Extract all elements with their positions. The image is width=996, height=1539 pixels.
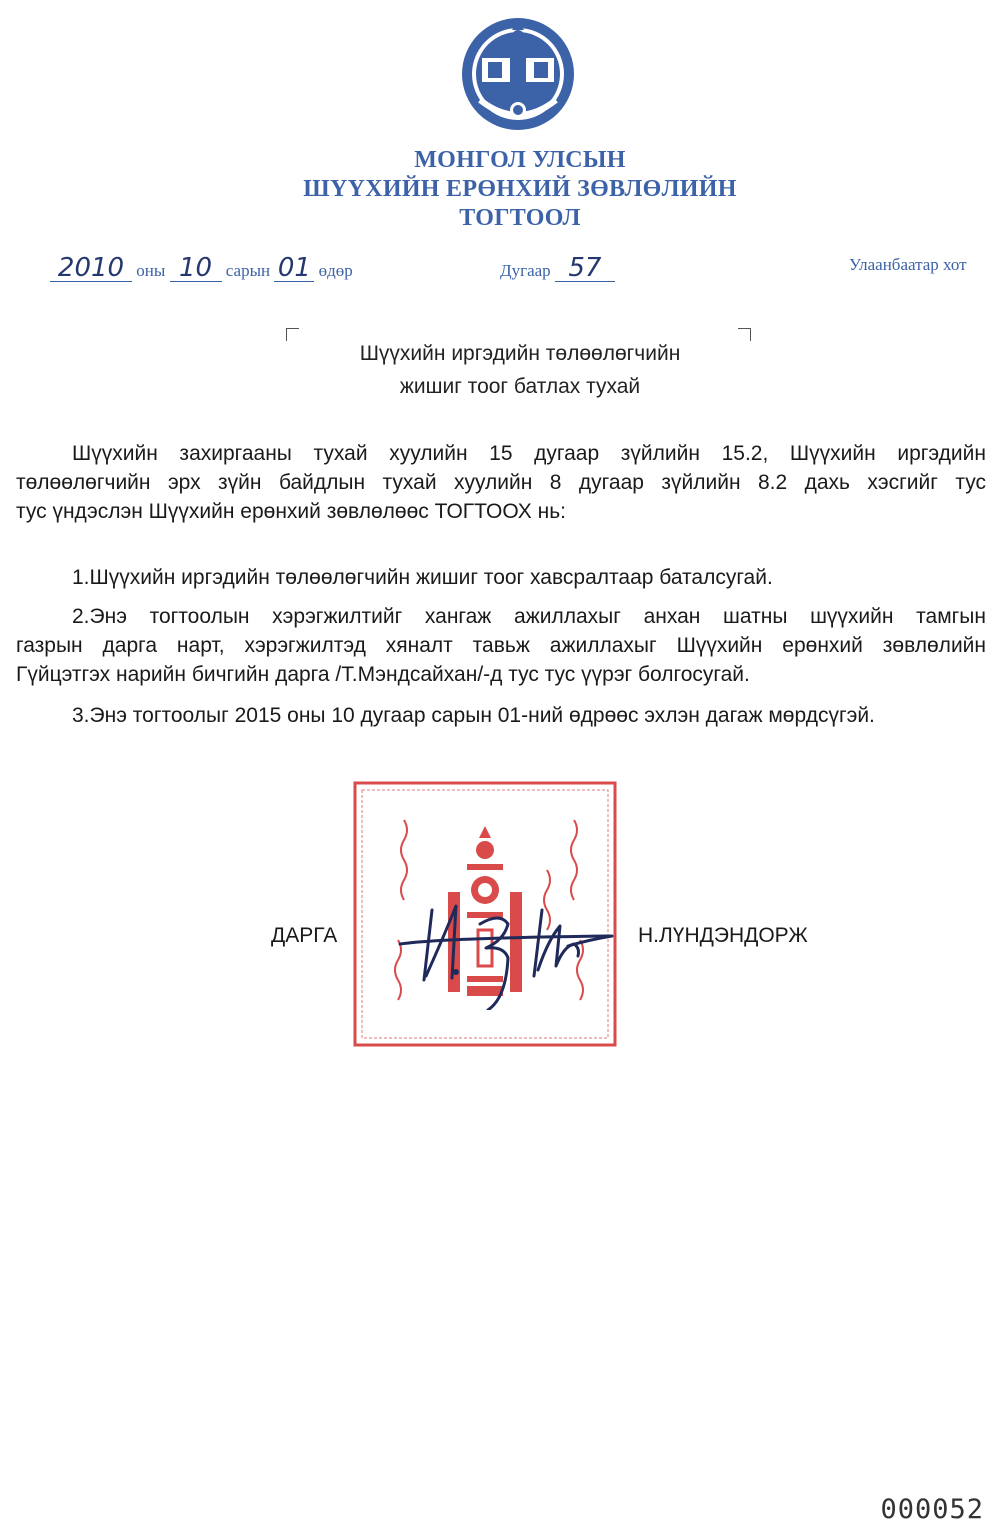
number-line xyxy=(500,255,615,282)
item-3: 3.Энэ тогтоолыг 2015 оны 10 дугаар сарын 01-ний өдрөөс эхлэн дагаж мөрдсүгэй. xyxy=(72,704,875,727)
item-2-line-2: газрын дарга нарт, хэрэгжилтэд хяналт тавьж ажиллахыг Шүүхийн ерөнхий зөвлөлийн xyxy=(16,634,986,657)
subject-corner-right xyxy=(738,328,751,341)
header-line-3: ТОГТООЛ xyxy=(459,205,581,231)
handwritten-signature xyxy=(392,890,620,1010)
subject-line-1: Шүүхийн иргэдийн төлөөлөгчийн xyxy=(359,342,681,365)
year-suffix: оны xyxy=(136,261,166,280)
signer-title: ДАРГА xyxy=(271,924,338,947)
item-2-line-3: Гүйцэтгэх нарийн бичгийн дарга /Т.Мэндсайхан/-д тус тус үүрэг болгосугай. xyxy=(16,663,750,686)
item-1: 1.Шүүхийн иргэдийн төлөөлөгчийн жишиг тоог хавсралтаар баталсугай. xyxy=(72,566,773,589)
handwritten-number: 57 xyxy=(555,255,615,282)
preamble-line-3: тус үндэслэн Шүүхийн ерөнхий зөвлөлөөс ТОГТООХ нь: xyxy=(16,500,566,523)
preamble-line-1: Шүүхийн захиргааны тухай хуулийн 15 дугаар зүйлийн 15.2, Шүүхийн иргэдийн xyxy=(72,442,986,465)
header-line-1: МОНГОЛ УЛСЫН xyxy=(414,147,626,173)
preamble-line-2: төлөөлөгчийн эрх зүйн байдлын тухай хуулийн 8 дугаар зүйлийн 8.2 дахь хэсгийг тус xyxy=(16,471,986,494)
number-label: Дугаар xyxy=(500,261,551,280)
date-line xyxy=(50,255,353,282)
subject-line-2: жишиг тоог батлах тухай xyxy=(399,375,641,398)
state-emblem-icon xyxy=(458,6,578,134)
handwritten-day: 01 xyxy=(274,255,314,282)
handwritten-year: 2010 xyxy=(50,255,132,282)
item-2-line-1: 2.Энэ тогтоолын хэрэгжилтийг хангаж ажиллахыг анхан шатны шүүхийн тамгын xyxy=(72,605,986,628)
signer-name: Н.ЛҮНДЭНДОРЖ xyxy=(638,924,808,947)
subject-corner-left xyxy=(286,328,299,341)
month-suffix: сарын xyxy=(225,261,271,280)
day-suffix: өдөр xyxy=(318,261,353,280)
header-line-2: ШҮҮХИЙН ЕРӨНХИЙ ЗӨВЛӨЛИЙН xyxy=(303,176,737,202)
handwritten-month: 10 xyxy=(170,255,222,282)
city: Улаанбаатар хот xyxy=(849,255,967,274)
document-serial-number: 000052 xyxy=(880,1494,984,1525)
